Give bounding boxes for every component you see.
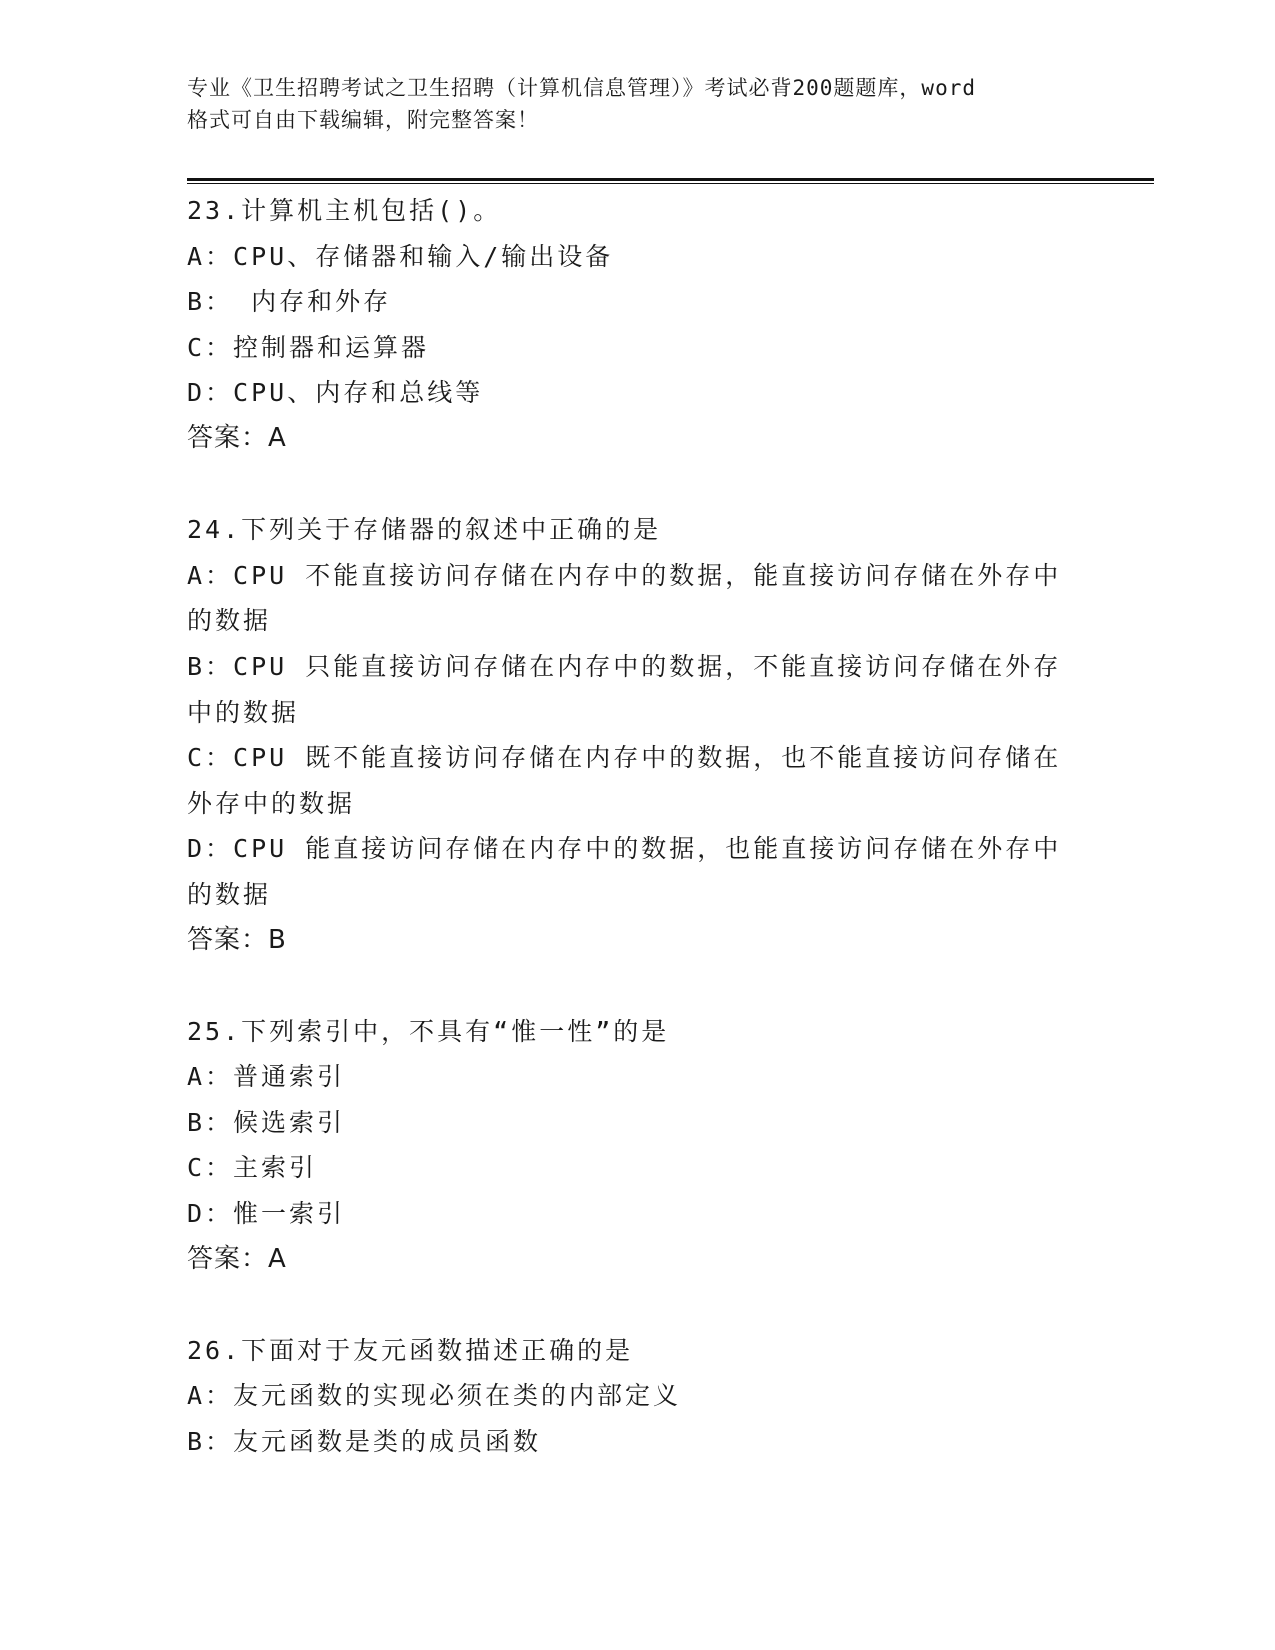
option-line: D：CPU、内存和总线等 xyxy=(187,378,484,408)
option-line: 外存中的数据 xyxy=(187,788,356,818)
option-line: C：主索引 xyxy=(187,1153,318,1183)
header-divider-thin xyxy=(187,183,1154,184)
question-list xyxy=(187,188,1087,1465)
option-line: 的数据 xyxy=(187,879,272,909)
question-gap xyxy=(187,462,1087,508)
option-line: C：CPU 既不能直接访问存储在内存中的数据，也不能直接访问存储在 xyxy=(187,743,1062,773)
header-line-1: 专业《卫生招聘考试之卫生招聘（计算机信息管理）》考试必背200题题库，word xyxy=(187,76,976,100)
answer-line: 答案：A xyxy=(187,1243,287,1274)
question-title: 23.计算机主机包括()。 xyxy=(187,196,502,225)
header-line-2: 格式可自由下载编辑，附完整答案！ xyxy=(187,108,539,132)
answer-line: 答案：A xyxy=(187,422,287,453)
option-line: B：候选索引 xyxy=(187,1107,346,1137)
question-25 xyxy=(187,1009,1087,1283)
question-title: 26.下面对于友元函数描述正确的是 xyxy=(187,1335,634,1365)
option-line: B：CPU 只能直接访问存储在内存中的数据，不能直接访问存储在外存 xyxy=(187,651,1062,681)
option-line: A：CPU、存储器和输入/输出设备 xyxy=(187,241,614,271)
question-26 xyxy=(187,1328,1087,1465)
option-line: A：友元函数的实现必须在类的内部定义 xyxy=(187,1381,682,1411)
question-24 xyxy=(187,507,1087,963)
option-line: B： 内存和外存 xyxy=(187,287,392,317)
option-line: A：CPU 不能直接访问存储在内存中的数据，能直接访问存储在外存中 xyxy=(187,560,1062,590)
option-line: B：友元函数是类的成员函数 xyxy=(187,1427,542,1457)
question-23 xyxy=(187,188,1087,462)
question-gap xyxy=(187,963,1087,1009)
option-line: 中的数据 xyxy=(187,697,300,727)
option-line: D：惟一索引 xyxy=(187,1199,346,1229)
document-header xyxy=(187,72,1087,136)
option-line: A：普通索引 xyxy=(187,1062,346,1092)
question-gap xyxy=(187,1282,1087,1328)
header-divider-thick xyxy=(187,178,1154,181)
option-line: D：CPU 能直接访问存储在内存中的数据，也能直接访问存储在外存中 xyxy=(187,834,1062,864)
question-title: 25.下列索引中，不具有“惟一性”的是 xyxy=(187,1016,670,1046)
option-line: C：控制器和运算器 xyxy=(187,332,430,362)
answer-line: 答案：B xyxy=(187,924,287,955)
question-title: 24.下列关于存储器的叙述中正确的是 xyxy=(187,515,662,545)
option-line: 的数据 xyxy=(187,606,272,636)
